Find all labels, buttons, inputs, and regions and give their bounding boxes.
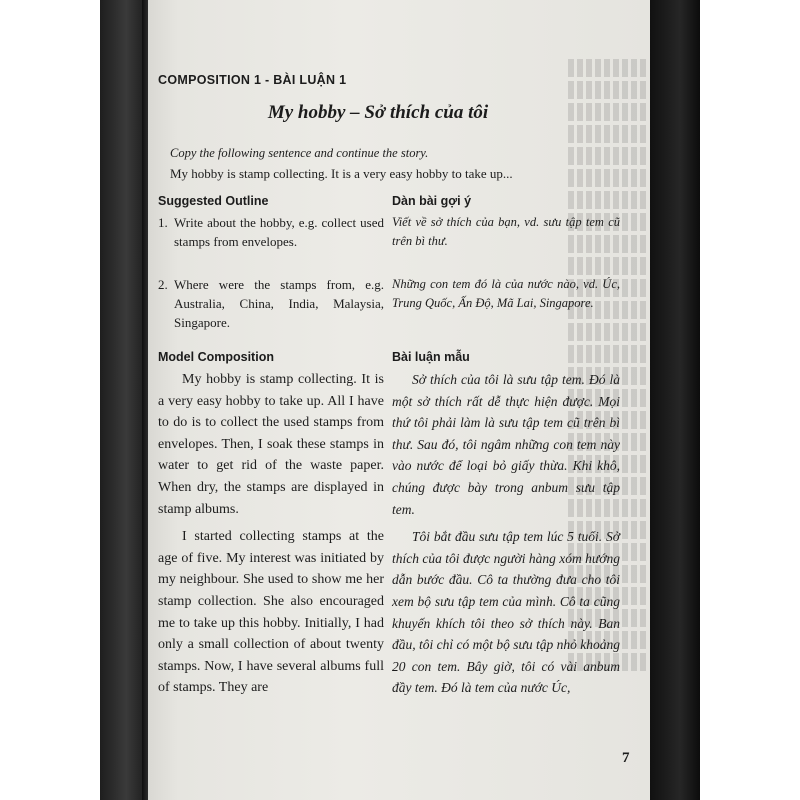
book-edge-shadow [650,0,700,800]
outline-heading-vi: Dàn bài gợi ý [392,194,472,208]
outline-item [158,275,384,332]
outline-item-text: Write about the hobby, e.g. collect used stamps from envelopes. [174,215,384,249]
outline-en [158,194,384,332]
chapter-heading: COMPOSITION 1 - BÀI LUẬN 1 [158,73,347,87]
outline-item-text: Where were the stamps from, e.g. Australia, China, India, Malaysia, Singapore. [174,277,384,330]
composition-title: My hobby – Sở thích của tôi [267,102,489,123]
instruction-text: Copy the following sentence and continue the story. [170,146,429,160]
model-vi [392,350,620,699]
page-number: 7 [622,750,630,766]
outline-heading-en: Suggested Outline [158,194,269,208]
model-en [158,350,384,699]
outline-item [158,213,384,269]
outline-vi [392,194,620,313]
outline-item-number: 2. [158,277,168,292]
model-heading-vi: Bài luận mẫu [392,350,470,364]
outline-item-number: 1. [158,215,168,230]
outline-item-vi: Những con tem đó là của nước nào, vd. Úc, Trung Quốc, Ấn Độ, Mã Lai, Singapore. [392,277,620,310]
model-paragraph-vi: Tôi bắt đầu sưu tập tem lúc 5 tuổi. Sở thích của tôi được người hàng xóm hướng dẫn bước đầu. Cô ta thường đưa cho tôi xem bộ sưu tập tem của mình. Cô ta cũng khuyến khích tôi theo sở thích này. Ban đầu, tôi chỉ có một bộ sưu tập nhỏ khoảng 20 con tem. Bây giờ, tôi có vài anbum đầy tem. Đó là tem của nước Úc, [392,529,620,696]
model-paragraph-en: My hobby is stamp collecting. It is a very easy hobby to take up. All I have to do is to collect the used stamps from envelopes. Then, I soak these stamps in water to get rid of the waste paper. When dry, the stamps are displayed in stamp albums. [158,372,384,517]
book-spine-shadow [100,0,148,800]
model-paragraph-en: I started collecting stamps at the age of five. My interest was initiated by my neighbour. She used to show me her stamp collection. She also encouraged me to take up this hobby. Initially, I had only a small collection of about twenty stamps. Now, I have several albums full of stamps. They are [158,529,384,696]
model-heading-en: Model Composition [158,350,274,364]
outline-item-vi: Viết về sở thích của bạn, vd. sưu tập tem cũ trên bì thư. [392,215,620,248]
model-paragraph-vi: Sở thích của tôi là sưu tập tem. Đó là một sở thích rất dễ thực hiện được. Mọi thứ tôi phải làm là sưu tập tem cũ trên bì thư. Sau đó, tôi ngâm những con tem này vào nước để loại bỏ giấy thừa. Khi khô, chúng được bày trong anbum sưu tập tem. [392,372,620,517]
starter-sentence: My hobby is stamp collecting. It is a very easy hobby to take up... [170,166,513,181]
book-page [148,0,650,800]
